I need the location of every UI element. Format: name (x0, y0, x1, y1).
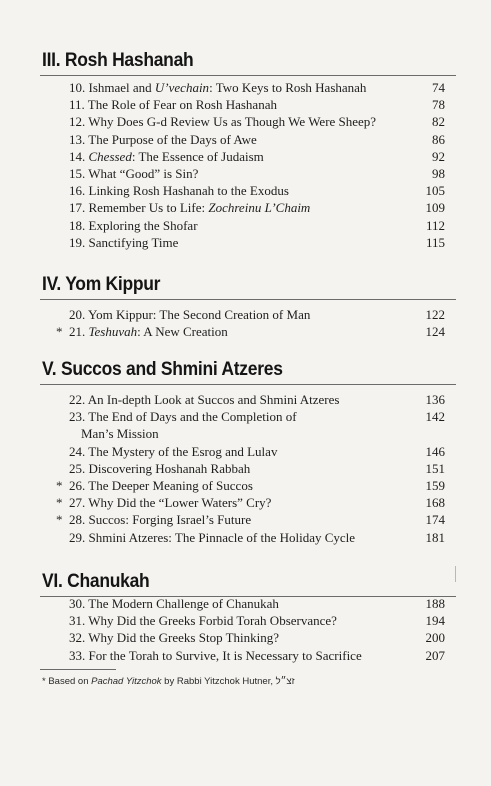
entry-page-number: 194 (425, 613, 445, 629)
section-title: V. Succos and Shmini Atzeres (42, 359, 283, 380)
entry-page-number: 124 (425, 324, 445, 340)
entry-page-number: 200 (425, 630, 445, 646)
entry-title-part: The Deeper Meaning of Succos (88, 478, 253, 493)
footnote-rule (40, 669, 116, 670)
entry-page-number: 174 (425, 512, 445, 528)
entry-title-part: Exploring the Shofar (88, 217, 198, 233)
entry-number: 12. (69, 114, 86, 130)
entry-page-number: 168 (425, 495, 445, 511)
footnote-suffix: by Rabbi Yitzchok Hutner, זצ״ל (161, 676, 295, 687)
entry-number: 25. (69, 460, 86, 476)
entry-title-italic: U’vechain (154, 80, 210, 95)
entry-title (69, 629, 279, 646)
footnote-marker: * (56, 495, 63, 511)
entry-number: 32. (69, 630, 86, 646)
entry-title-part: : A New Creation (137, 324, 228, 340)
entry-page-number: 112 (425, 217, 445, 233)
entry-title (69, 148, 264, 165)
entry-title-part: Why Does G-d Review Us as Though We Were Sheep? (88, 114, 377, 130)
entry-title (69, 79, 366, 96)
toc-entry[interactable] (0, 595, 491, 612)
entry-page-number: 109 (425, 200, 445, 216)
toc-entry[interactable] (0, 408, 491, 442)
footnote-marker: * (56, 478, 63, 493)
section-title: IV. Yom Kippur (42, 274, 161, 295)
entry-number: 27. (69, 495, 86, 511)
entry-title (69, 199, 310, 216)
entry-title (69, 460, 250, 477)
entry-number: 16. (69, 183, 86, 199)
entry-title (69, 443, 277, 460)
page-edge-mark (455, 566, 456, 582)
footnote-prefix: * Based on (42, 676, 92, 687)
entry-number: 28. (69, 512, 86, 528)
toc-entry[interactable] (0, 391, 491, 408)
entry-number: 20. (69, 307, 86, 322)
entry-title-part: Ishmael and (88, 80, 155, 95)
toc-entry[interactable] (0, 477, 491, 494)
entry-number: 33. (69, 647, 86, 663)
entry-number: 29. (69, 529, 86, 545)
entry-title (69, 182, 289, 199)
toc-entry[interactable] (0, 113, 491, 130)
entry-title-part: Yom Kippur: The Second Creation of Man (88, 307, 311, 322)
entry-title-part: Discovering Hoshanah Rabbah (88, 460, 251, 476)
toc-entry[interactable] (0, 460, 491, 477)
toc-entry[interactable] (0, 494, 491, 511)
toc-entry[interactable] (0, 323, 491, 340)
entry-page-number: 146 (425, 443, 445, 459)
entry-title-part: The End of Days and the Completion of (88, 409, 297, 425)
entry-title-part: : Two Keys to Rosh Hashanah (209, 80, 367, 95)
toc-entry[interactable] (0, 612, 491, 629)
entry-page-number: 105 (425, 183, 445, 199)
entry-page-number: 142 (425, 409, 445, 425)
toc-entry[interactable] (0, 629, 491, 646)
entry-page-number: 82 (432, 114, 445, 130)
section-title: III. Rosh Hashanah (42, 50, 194, 71)
toc-entry[interactable] (0, 165, 491, 182)
entry-title (69, 165, 198, 182)
entry-page-number: 78 (432, 97, 445, 113)
entry-number: 11. (69, 97, 85, 113)
toc-entry[interactable] (0, 131, 491, 148)
entry-page-number: 136 (425, 392, 445, 407)
footnote (42, 675, 295, 689)
entry-title-part: What “Good” is Sin? (88, 166, 199, 181)
entry-title (69, 529, 355, 546)
section-title: VI. Chanukah (42, 571, 150, 592)
entry-title-part: The Purpose of the Days of Awe (88, 131, 257, 147)
entry-number: 23. (69, 409, 86, 425)
entry-title (69, 234, 178, 251)
toc-entry[interactable] (0, 199, 491, 216)
toc-entry[interactable] (0, 96, 491, 113)
toc-entry[interactable] (0, 182, 491, 199)
toc-entry[interactable] (0, 647, 491, 664)
toc-entry[interactable] (0, 443, 491, 460)
entry-number: 26. (69, 478, 86, 493)
entry-title-italic: Zochreinu L’Chaim (208, 200, 311, 216)
entry-page-number: 181 (425, 529, 445, 545)
entry-number: 19. (69, 234, 86, 250)
entry-title-part: Sanctifying Time (88, 234, 179, 250)
entry-number: 13. (69, 131, 86, 147)
entry-title (69, 511, 251, 528)
entry-title (69, 323, 228, 340)
entry-title-italic: Teshuvah (88, 324, 138, 340)
entry-title-part: Succos: Forging Israel’s Future (88, 512, 252, 528)
entry-page-number: 115 (425, 234, 445, 250)
entry-title-part: An In-depth Look at Succos and Shmini Atzeres (87, 392, 340, 407)
toc-entry[interactable] (0, 79, 491, 96)
entry-title (69, 306, 310, 323)
entry-title (69, 477, 253, 494)
entry-title-part: Why Did the Greeks Forbid Torah Observance? (88, 613, 337, 629)
entry-title (69, 131, 257, 148)
footnote-marker: * (56, 512, 63, 528)
toc-entry[interactable] (0, 234, 491, 251)
entry-page-number: 151 (425, 460, 445, 476)
entry-title-part: The Mystery of the Esrog and Lulav (88, 443, 278, 459)
footnote-source: Pachad Yitzchok (91, 676, 162, 687)
entry-title (69, 217, 198, 234)
entry-title (69, 96, 277, 113)
entry-title-part: Why Did the “Lower Waters” Cry? (88, 495, 272, 511)
toc-entry[interactable] (0, 529, 491, 546)
section-rule (40, 75, 456, 76)
footnote-marker: * (56, 324, 63, 340)
entry-title-continued: Man’s Mission (81, 426, 159, 442)
toc-entry[interactable] (0, 511, 491, 528)
entry-page-number: 92 (432, 148, 445, 164)
section-rule (40, 384, 456, 385)
entry-title (69, 113, 376, 130)
entry-number: 10. (69, 80, 86, 95)
entry-title (69, 391, 339, 408)
entry-number: 17. (69, 200, 86, 216)
entry-title-part: The Modern Challenge of Chanukah (88, 596, 279, 611)
entry-title-part: Linking Rosh Hashanah to the Exodus (88, 183, 289, 199)
entry-number: 21. (69, 324, 86, 340)
entry-title (69, 647, 362, 664)
entry-title-part: Why Did the Greeks Stop Thinking? (88, 630, 280, 646)
entry-title (69, 408, 297, 425)
entry-page-number: 74 (432, 80, 445, 95)
entry-number: 15. (69, 166, 86, 181)
entry-title-part: The Role of Fear on Rosh Hashanah (87, 97, 277, 113)
entry-title-part: For the Torah to Survive, It is Necessary to Sacrifice (88, 647, 362, 663)
toc-entry[interactable] (0, 148, 491, 165)
entry-page-number: 207 (425, 647, 445, 663)
entry-number: 31. (69, 613, 86, 629)
entry-title (69, 494, 271, 511)
toc-entry[interactable] (0, 217, 491, 234)
entry-title (69, 612, 337, 629)
entry-page-number: 98 (432, 166, 445, 181)
entry-title (69, 595, 279, 612)
entry-page-number: 86 (432, 131, 445, 147)
entry-title-italic: Chessed (88, 148, 132, 164)
entry-number: 24. (69, 443, 86, 459)
entry-number: 18. (69, 217, 86, 233)
entry-title-part: : The Essence of Judaism (131, 148, 264, 164)
entry-number: 30. (69, 596, 86, 611)
entry-title-part: Remember Us to Life: (88, 200, 209, 216)
section-rule (40, 299, 456, 300)
entry-title-part: Shmini Atzeres: The Pinnacle of the Holiday Cycle (88, 529, 356, 545)
entry-page-number: 188 (425, 596, 445, 611)
entry-number: 22. (69, 392, 86, 407)
toc-entry[interactable] (0, 306, 491, 323)
entry-number: 14. (69, 148, 86, 164)
entry-page-number: 122 (425, 307, 445, 322)
entry-page-number: 159 (425, 478, 445, 493)
